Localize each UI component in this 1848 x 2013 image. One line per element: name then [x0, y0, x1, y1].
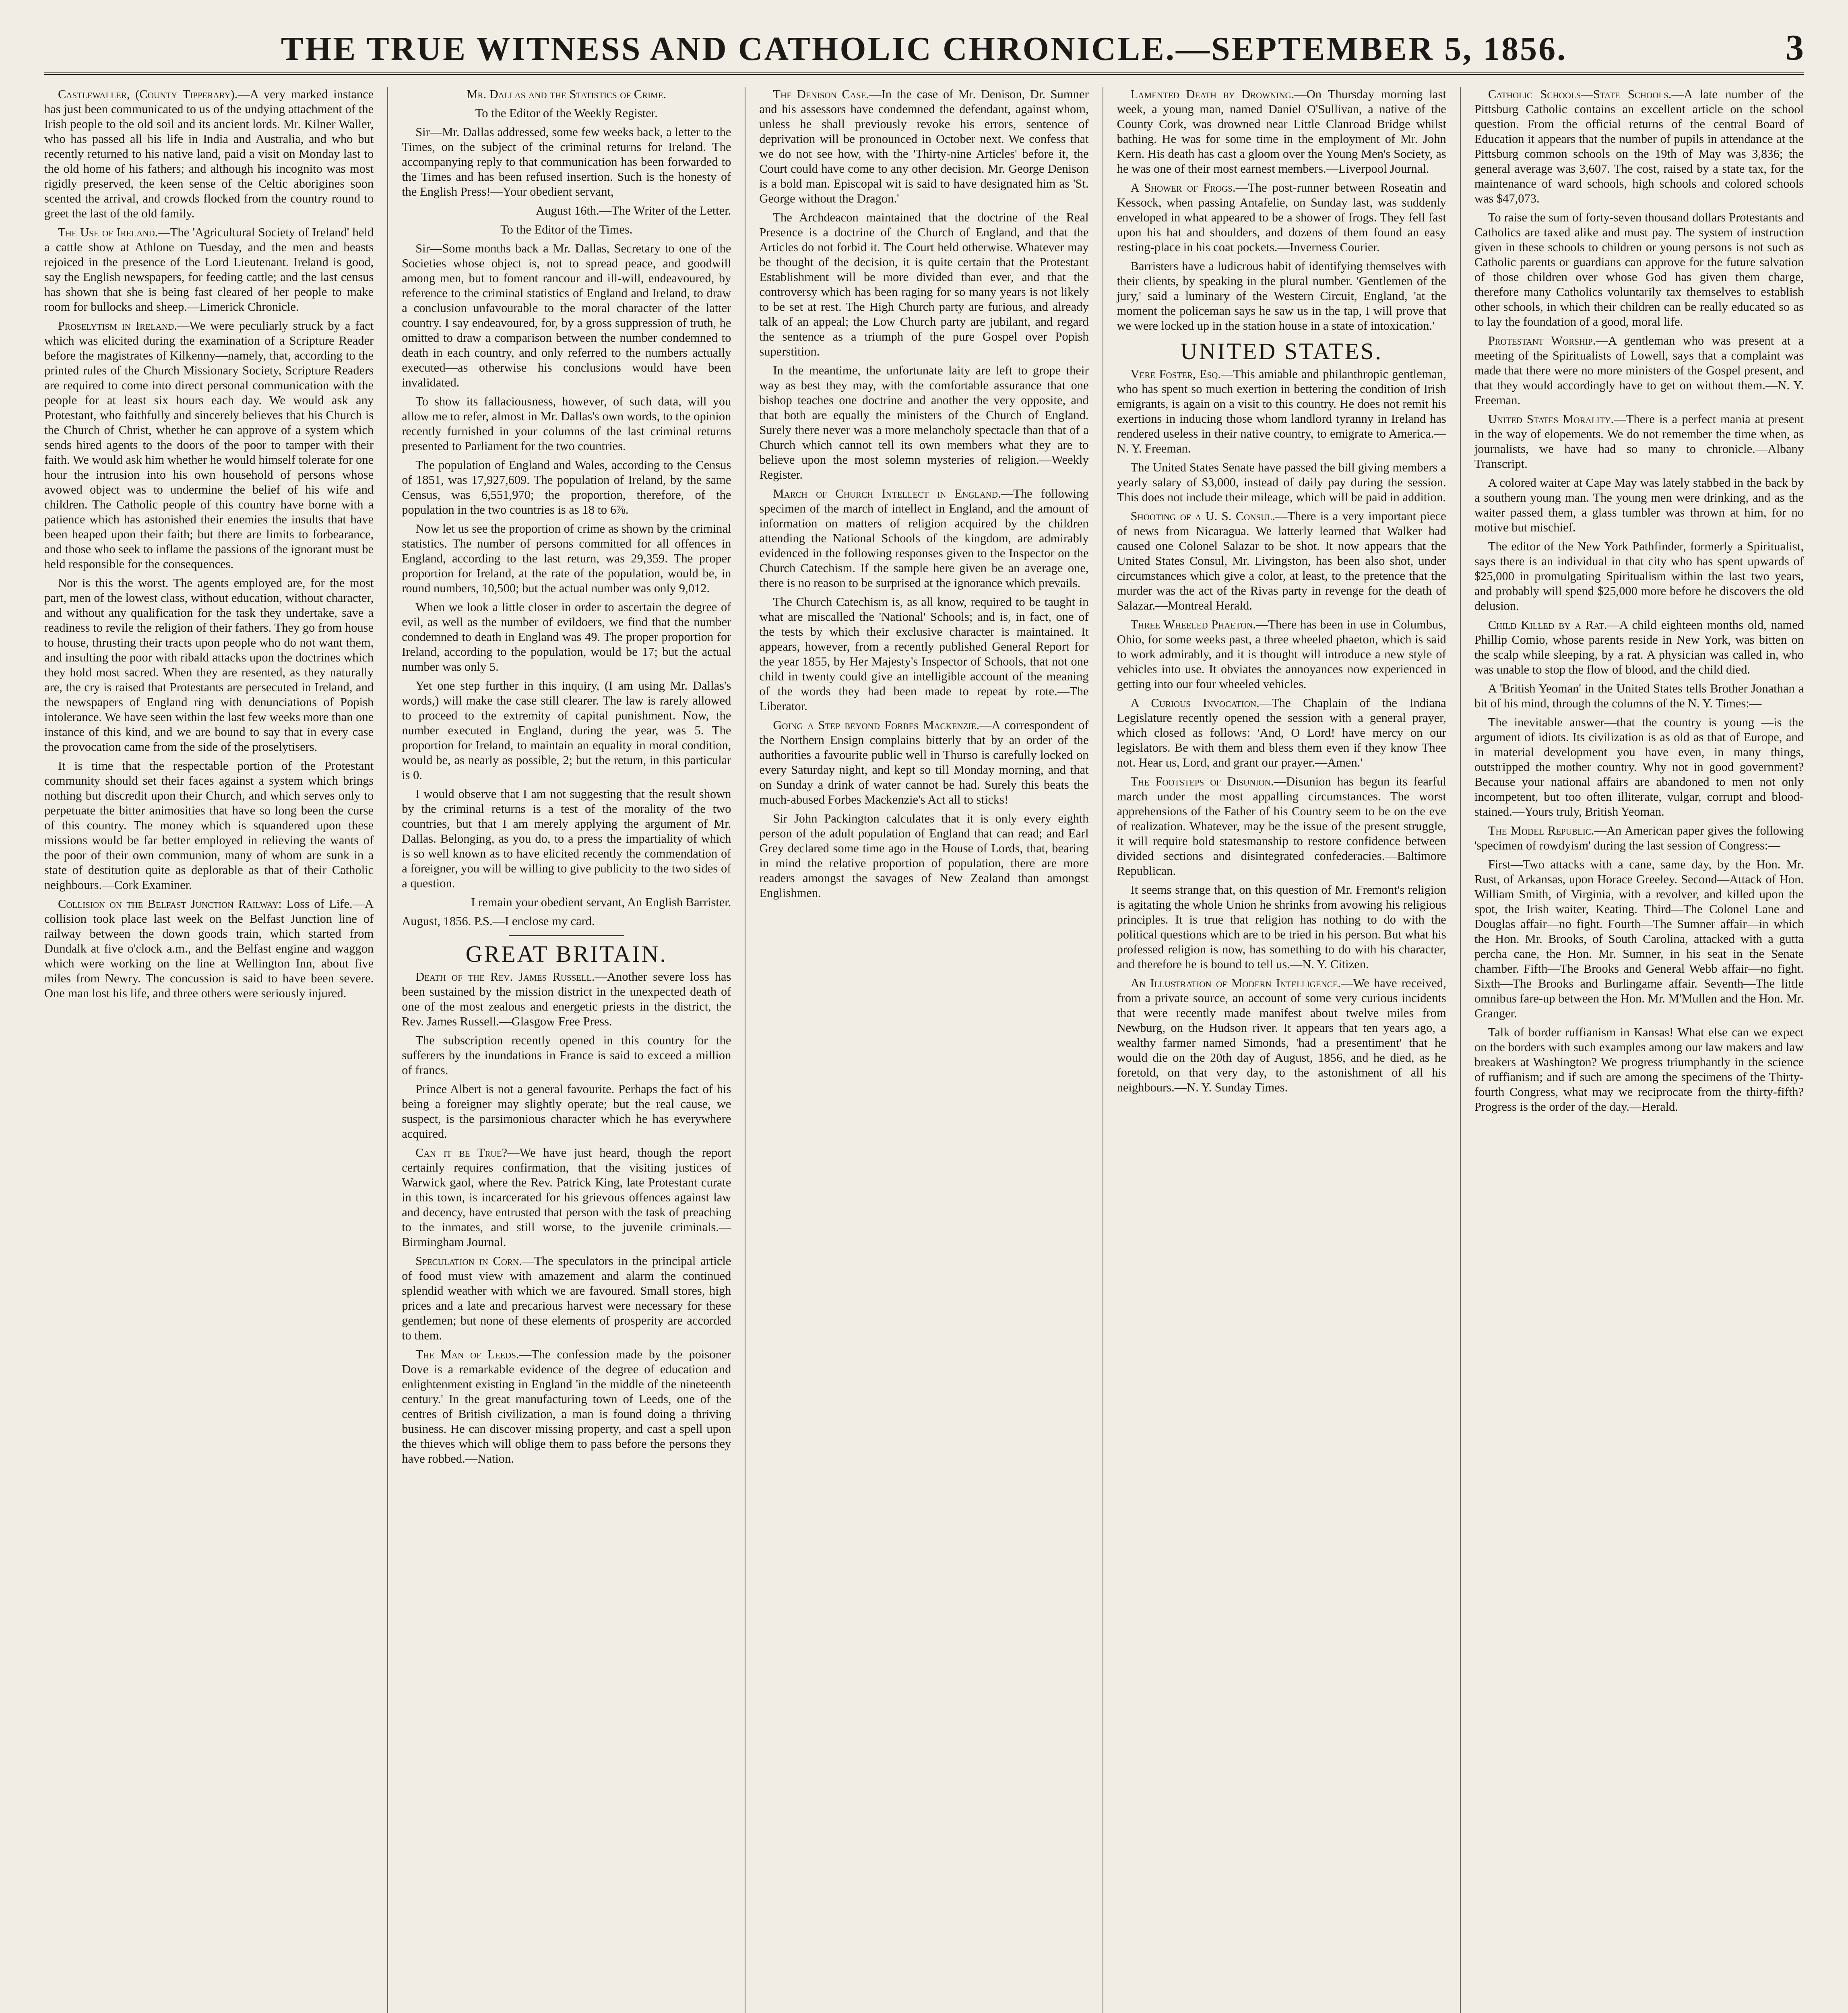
- article-body: The Church Catechism is, as all know, required to be taught in what are miscalled the 'National' Schools; and is, in fact, one of the tests by which their exclusive character is maintained. It appears, however, from a recently published General Report for the year 1855, by Her Majesty's Inspector of Schools, that not one child in twenty could give an intelligible account of the meaning of the words they had been made to repeat by rote.—The Liberator.: [759, 595, 1089, 713]
- article-paragraph: [1474, 618, 1804, 677]
- article-body: August, 1856. P.S.—I enclose my card.: [402, 914, 595, 928]
- article-body: The subscription recently opened in this country for the sufferers by the inundations in France is said to exceed a million of francs.: [402, 1033, 731, 1077]
- article-headline: A Shower of Frogs.: [1130, 181, 1236, 194]
- article-headline: Can it be True?: [415, 1146, 508, 1159]
- article-body: —A child eighteen months old, named Phillip Comio, whose parents reside in New York, was bitten on the scalp while sleeping, by a rat. A physician was called in, who was unable to stop the flow of blood, and the child died.: [1474, 618, 1804, 676]
- article-paragraph: [759, 595, 1088, 714]
- article-paragraph: [402, 521, 731, 596]
- article-body: The editor of the New York Pathfinder, formerly a Spiritualist, says there is an individual in that city who has spent upwards of $25,000 in promulgating Spiritualism within the last two years, and probably will spend $25,000 more before he discovers the old delusion.: [1474, 539, 1804, 613]
- article-paragraph: [402, 1347, 731, 1466]
- article-headline: The Footsteps of Disunion.: [1130, 775, 1274, 788]
- column-3: [745, 87, 1103, 2013]
- section-heading: UNITED STATES.: [1180, 338, 1383, 364]
- article-headline: Castlewaller, (County Tipperary).: [58, 87, 238, 101]
- article-body: —The post-runner between Roseatin and Kessock, when passing Antafelie, on Sunday last, was suddenly enveloped in what appeared to be a shower of frogs. They fell fast upon his hat and shoulders, and dozens of them found an easy resting-place in his coat pockets.—Inverness Courier.: [1117, 181, 1446, 254]
- article-headline: Death of the Rev. James Russell.: [415, 970, 595, 984]
- article-body: Sir—Mr. Dallas addressed, some few weeks back, a letter to the Times, on the subject of the criminal returns for Ireland. The accompanying reply to that communication has been forwarded to the Times and has been refused insertion. Such is the honesty of the English Press!—Your obedient servant,: [402, 125, 731, 198]
- article-paragraph: [1117, 696, 1446, 770]
- article-body: Sir—Some months back a Mr. Dallas, Secretary to one of the Societies whose object is, not to spread peace, and goodwill among men, but to foment rancour and ill-will, endeavoured, by reference to the criminal statistics of England and Ireland, to draw a conclusion unfavourable to the moral character of the latter country. I say endeavoured, for, by a gross suppression of truth, he omitted to draw a comparison between the number condemned to death in each country, and only referred to the numbers actually executed—as otherwise his conclusions would have been invalidated.: [402, 242, 731, 389]
- article-paragraph: [1117, 460, 1446, 505]
- article-headline: An Illustration of Modern Intelligence.: [1130, 976, 1341, 990]
- article-body: —We have received, from a private source, an account of some very curious incidents that were recently made manifest about twelve miles from Newburg, on the Hudson river. It appears that ten years ago, a wealthy farmer named Simonds, 'had a presentiment' that he would die on the 20th day of August, 1856, and he died, as he foretold, on that very day, to the astonishment of all his neighbours.—N. Y. Sunday Times.: [1117, 976, 1446, 1094]
- article-paragraph: [402, 203, 731, 218]
- article-body: Yet one step further in this inquiry, (I am using Mr. Dallas's words,) will make the case still clearer. The law is rarely allowed to proceed to the extremity of capital punishment. Now, the number executed in England, during the year, was 5. The proportion for Ireland, to maintain an equality in moral condition, would be, as nearly as possible, 2; but the return, in this particular is 0.: [402, 679, 731, 782]
- article-headline: Collision on the Belfast Junction Railway:: [58, 897, 282, 911]
- article-paragraph: [1117, 87, 1446, 176]
- article-paragraph: [402, 787, 731, 891]
- article-paragraph: [44, 897, 374, 1001]
- article-body: Talk of border ruffianism in Kansas! What else can we expect on the borders with such examples among our law makers and law breakers at Washington? We progress triumphantly in the science of ruffianism; and if such are among the specimens of the Thirty-fourth Congress, what may we reciprocate from the thirty-fifth? Progress is the order of the day.—Herald.: [1474, 1025, 1804, 1114]
- article-paragraph: [1474, 857, 1804, 1021]
- article-headline: The Denison Case.: [773, 87, 869, 101]
- article-paragraph: [1117, 774, 1446, 878]
- article-paragraph: [759, 811, 1088, 901]
- article-headline: The Model Republic.: [1488, 824, 1594, 837]
- article-headline: Speculation in Corn.: [415, 1254, 522, 1268]
- column-2: [388, 87, 745, 2013]
- article-headline: Protestant Worship.: [1488, 334, 1596, 347]
- article-paragraph: [1117, 259, 1446, 333]
- article-paragraph: [1117, 976, 1446, 1095]
- column-1: [44, 87, 388, 2013]
- article-body: August 16th.—The Writer of the Letter.: [536, 204, 731, 217]
- article-paragraph: [1474, 715, 1804, 819]
- newspaper-title: THE TRUE WITNESS AND CATHOLIC CHRONICLE.—SEPTEMBER 5, 1856.: [281, 30, 1567, 68]
- article-body: Now let us see the proportion of crime as shown by the criminal statistics. The number of persons committed for all offences in England, according to the last return, was 29,359. The proper proportion for Ireland, at the rate of the population, would be, in round numbers, 10,500; but the actual number was only 9,012.: [402, 522, 731, 595]
- article-body: —Another severe loss has been sustained by the mission district in the unexpected death of one of the most zealous and energetic priests in the district, the Rev. James Russell.—Glasgow Free Press.: [402, 970, 731, 1028]
- article-paragraph: [402, 106, 731, 121]
- article-headline: The Man of Leeds.: [415, 1348, 519, 1361]
- article-body: Sir John Packington calculates that it is only every eighth person of the adult population of England that can read; and Earl Grey declared some time ago in the House of Lords, that, bearing in mind the relative proportion of population, there are more readers amongst the savages of New Zealand than amongst Englishmen.: [759, 812, 1089, 900]
- article-body: I remain your obedient servant, An English Barrister.: [471, 895, 731, 909]
- article-body: —There is a perfect mania at present in the way of elopements. We do not remember the time when, as journalists, we have had so many to chronicle.—Albany Transcript.: [1474, 412, 1804, 471]
- article-body: Loss of Life.—A collision took place last week on the Belfast Junction line of railway between the down goods train, which started from Dundalk at five o'clock a.m., and the Belfast engine and waggon which were working on the line at Wellington Inn, about five miles from Newry. The concussion is said to have been severe. One man lost his life, and three others were seriously injured.: [44, 897, 374, 1000]
- article-body: —In the case of Mr. Denison, Dr. Sumner and his assessors have condemned the defendant, against whom, unless he shall previously revoke his errors, sentence of deprivation will be pronounced in October next. We confess that we do not see how, with the 'Thirty-nine Articles' before it, the Court could have come to any other decision. Mr. George Denison is a bold man. Episcopal wit is said to have designated him as 'St. George without the Dragon.': [759, 87, 1089, 205]
- article-body: —The 'Agricultural Society of Ireland' held a cattle show at Athlone on Tuesday, and the men and beasts rejoiced in the presence of the Lord Lieutenant. Ireland is good, say the English newspapers, for feeding cattle; and the last census has shown that she is being fast cleared of her people to make room for bullocks and sheep.—Limerick Chronicle.: [44, 225, 374, 314]
- article-paragraph: [1474, 412, 1804, 471]
- article-paragraph: [44, 225, 374, 314]
- article-body: In the meantime, the unfortunate laity are left to grope their way as best they may, with the comfortable assurance that one bishop teaches one doctrine and another the very opposite, and that both are equally the ministers of the Church of England. Surely there never was a more melancholy spectacle than that of a Church which cannot tell its own members what they are to believe upon the most solemn mysteries of religion.—Weekly Register.: [759, 364, 1089, 482]
- article-body: —Disunion has begun its fearful march under the most appalling circumstances. The worst apprehensions of the Father of his Country seem to be on the eve of realization. Whatever, may be the issue of the present struggle, it will require bold statesmanship to restore confidence between divided sections and disintegrated confederacies.—Baltimore Republican.: [1117, 775, 1446, 878]
- section-heading: GREAT BRITAIN.: [465, 941, 667, 967]
- article-body: To show its fallaciousness, however, of such data, will you allow me to refer, almost in Mr. Dallas's own words, to the opinion recently furnished in your columns of the last criminal returns presented to Parliament for the two countries.: [402, 395, 731, 453]
- article-headline: A Curious Invocation.: [1130, 696, 1260, 710]
- article-paragraph: [1474, 539, 1804, 614]
- article-paragraph: [402, 1254, 731, 1343]
- article-headline: Child Killed by a Rat.: [1488, 618, 1607, 632]
- article-body: —We have just heard, though the report certainly requires confirmation, that the visiting justices of Warwick gaol, where the Rev. Patrick King, late Protestant curate in this town, is incarcerated for his grievous offences against law and decency, have entrusted that person with the task of preaching to the inmates, and still worse, to the juvenile criminals.—Birmingham Journal.: [402, 1146, 731, 1249]
- article-body: First—Two attacks with a cane, same day, by the Hon. Mr. Rust, of Arkansas, upon Horace Greeley. Second—Attack of Hon. William Smith, of Virginia, with a revolver, and killed upon the spot, the Irish waiter, Keating. Third—The Colonel Lane and Douglas affair—no fight. Fourth—The Sumner affair—in which the Hon. Mr. Brooks, of South Carolina, attacked with a gutta percha cane, the Hon. Mr. Sumner, in his seat in the Senate chamber. Fifth—The Brooks and General Webb affair—no fight. Sixth—The Brooks and Burlingame affair. Seventh—The little omnibus fare-up between the Hon. Mr. M'Mullen and the Hon. Mr. Granger.: [1474, 858, 1804, 1020]
- article-body: When we look a little closer in order to ascertain the degree of evil, as well as the number of evildoers, we find that the number condemned to death in England was 49. The proper proportion for Ireland, according to the population, would be 17; but the actual number was only 5.: [402, 600, 731, 674]
- article-headline: Lamented Death by Drowning.: [1130, 87, 1295, 101]
- article-headline: Catholic Schools—State Schools.: [1488, 87, 1672, 101]
- article-paragraph: [1474, 333, 1804, 408]
- section-divider: [509, 935, 624, 936]
- article-body: —This amiable and philanthropic gentleman, who has spent so much exertion in bettering the condition of Irish emigrants, is again on a visit to this country. He does not remit his exertions in inducing those whom landlord tyranny in Ireland has rendered useless in their native country, to emigrate to America.—N. Y. Freeman.: [1117, 367, 1446, 455]
- article-body: Barristers have a ludicrous habit of identifying themselves with their clients, by speaking in the plural number. 'Gentlemen of the jury,' said a luminary of the Western Circuit, England, 'at the moment the policeman says he saw us in the tap, I will prove that we were locked up in the station house in a state of intoxication.': [1117, 259, 1446, 333]
- article-headline: Proselytism in Ireland.: [58, 319, 177, 333]
- article-paragraph: [402, 600, 731, 674]
- article-headline: Vere Foster, Esq.: [1130, 367, 1221, 381]
- article-paragraph: [1117, 180, 1446, 255]
- article-body: —We were peculiarly struck by a fact which was elicited during the examination of a Scripture Reader before the magistrates of Kilkenny—namely, that, according to the printed rules of the Church Missionary Society, Scripture Readers are required to come into direct personal communication with the people for at least six hours each day. We would ask any Protestant, who faithfully and sincerely believes that his Church is the Church of Christ, whether he can approve of a system which sends hired agents to the doors of the poor to tamper with their faith. We would ask him whether he would himself tolerate for one hour the intrusion into his own household of persons whose avowed object was to undermine the belief of his wife and children. The Catholic people of this country have borne with a patience which has astonished their enemies the insults that have been heaped upon their faith; but there are limits to forbearance, and those who seek to inflame the passions of the ignorant must be held responsible for the consequences.: [44, 319, 374, 571]
- article-paragraph: [402, 241, 731, 390]
- article-paragraph: [402, 914, 731, 929]
- column-4: [1103, 87, 1461, 2013]
- article-body: The inevitable answer—that the country is young —is the argument of idiots. Its civilization is as old as that of Europe, and in material development you have even, in many things, outstripped the mother country. Why not in good government? Because your national affairs are abandoned to men not only incompetent, but too often illiterate, vulgar, corrupt and blood-stained.—Yours truly, British Yeoman.: [1474, 715, 1804, 818]
- article-body: —A gentleman who was present at a meeting of the Spiritualists of Lowell, says that a complaint was made that there were no more ministers of the Gospel present, and that they would accordingly have to get on without them.—N. Y. Freeman.: [1474, 334, 1804, 407]
- page-number: 3: [1786, 28, 1804, 68]
- article-headline: March of Church Intellect in England.: [773, 487, 1001, 500]
- article-paragraph: [759, 718, 1088, 807]
- article-paragraph: [1117, 617, 1446, 692]
- article-paragraph: [44, 758, 374, 893]
- article-paragraph: [402, 678, 731, 783]
- article-headline: Going a Step beyond Forbes Mackenzie.: [773, 718, 979, 732]
- article-paragraph: [402, 458, 731, 517]
- article-paragraph: [402, 394, 731, 454]
- article-paragraph: [1474, 1025, 1804, 1114]
- article-paragraph: [402, 1082, 731, 1141]
- article-body: The Archdeacon maintained that the doctrine of the Real Presence is a doctrine of the Church of England, and that the Articles do not forbid it. The Court held otherwise. Whatever may be thought of the decision, it is quite certain that the Protestant Establishment will be more divided than ever, and that the controversy which has been raging for so many years is not likely to be set at rest. The High Church party are furious, and already talk of an appeal; the Low Church party are jubilant, and regard the sentence as a triumph of the pure Gospel over Popish superstition.: [759, 211, 1089, 358]
- article-body: Prince Albert is not a general favourite. Perhaps the fact of his being a foreigner may slightly operate; but the real cause, we suspect, is the parsimonious character which he has everywhere acquired.: [402, 1082, 731, 1141]
- article-paragraph: [1474, 87, 1804, 206]
- article-body: The United States Senate have passed the bill giving members a yearly salary of $3,000, instead of daily pay during the session. This does not include their mileage, which will be paid in addition.: [1117, 461, 1446, 504]
- article-body: It is time that the respectable portion of the Protestant community should set their faces against a system which brings nothing but discredit upon their Church, and which serves only to perpetuate the bitter animosities that have so long been the curse of this country. The money which is squandered upon these missions would be far better employed in relieving the wants of the poor of their own communion, many of whom are sunk in a state of destitution quite as deplorable as that of their Catholic neighbours.—Cork Examiner.: [44, 759, 374, 892]
- article-paragraph: [44, 576, 374, 754]
- columns-container: [44, 87, 1804, 2013]
- article-body: —A correspondent of the Northern Ensign complains bitterly that by an order of the authorities a favourite public well in Thurso is carefully locked on every Saturday night, and kept so till Monday morning, and that on Sunday a drink of water cannot be had. Surely this beats the much-abused Forbes Mackenzie's Act all to sticks!: [759, 718, 1089, 806]
- article-body: —The following specimen of the march of intellect in England, and the amount of information on matters of religion acquired by the children attending the National Schools of the kingdom, are admirably evidenced in the following responses given to the Inspector on the Church Catechism. If the sample here given be an average one, there is no reason to be surprised at the ignorance which prevails.: [759, 487, 1089, 590]
- article-headline: Shooting of a U. S. Consul.: [1130, 509, 1275, 523]
- article-body: Nor is this the worst. The agents employed are, for the most part, men of the lowest class, without education, without character, and without any qualification for the task they undertake, save a readiness to revile the religion of their fathers. They go from house to house, thrusting their tracts upon people who do not want them, and insulting the poor with ribald attacks upon the doctrines which they hold most sacred. When they are resented, as they naturally are, the cry is raised that Protestants are persecuted in Ireland, and the newspapers of England ring with denunciations of Popish intolerance. We have seen within the last few weeks more than one instance of this kind, and we are bound to say that in every case the provocation came from the side of the proselytisers.: [44, 576, 374, 754]
- article-paragraph: [402, 87, 731, 102]
- article-paragraph: [1117, 367, 1446, 456]
- article-paragraph: [1474, 823, 1804, 853]
- article-paragraph: [402, 222, 731, 237]
- article-paragraph: [1474, 475, 1804, 535]
- article-headline: The Use of Ireland.: [58, 225, 158, 239]
- article-body: To the Editor of the Weekly Register.: [475, 106, 658, 120]
- article-body: —There has been in use in Columbus, Ohio, for some weeks past, a three wheeled phaeton, which is said to work admirably, and it is thought will introduce a new style of vehicles into use. It obviates the annoyances now experienced in getting into our four wheeled vehicles.: [1117, 618, 1446, 691]
- article-paragraph: [44, 87, 374, 221]
- article-paragraph: [402, 895, 731, 910]
- article-paragraph: [759, 486, 1088, 591]
- article-paragraph: [402, 125, 731, 199]
- article-body: —The Chaplain of the Indiana Legislature recently opened the session with a general prayer, which closed as follows: 'And, O Lord! have mercy on our legislators. Be with them and bless them even if they know Thee not. Hear us, Lord, and grant our prayer.—Amen.': [1117, 696, 1446, 769]
- article-body: —A very marked instance has just been communicated to us of the undying attachment of the Irish people to the old soil and its ancient lords. Mr. Kilner Waller, who has passed all his life in India and Australia, and who but recently returned to his native land, paid a visit on Monday last to the old home of his fathers; and although his incognito was most rigidly preserved, the keen sense of the Celtic aborigines soon scented the arrival, and crowds flocked from the country round to greet the last of the old family.: [44, 87, 374, 220]
- article-body: —On Thursday morning last week, a young man, named Daniel O'Sullivan, a native of the County Cork, was drowned near Little Clanroad Bridge whilst bathing. He was for some time in the employment of Mr. John Kern. His death has cast a gloom over the Young Men's Society, as he was one of their most earnest members.—Liverpool Journal.: [1117, 87, 1446, 176]
- article-paragraph: [402, 1033, 731, 1078]
- article-paragraph: [1474, 210, 1804, 329]
- article-body: —There is a very important piece of news from Nicaragua. We latterly learned that Walker had caused one Colonel Salazar to be shot. It now appears that the United States Consul, Mr. Livingston, has been also shot, under circumstances which give a color, at least, to the pretence that the murder was the act of the Rivas party in revenge for the death of Salazar.—Montreal Herald.: [1117, 509, 1446, 612]
- article-body: —The speculators in the principal article of food must view with amazement and alarm the continued splendid weather with which we are favoured. Small stores, high prices and a late and precarious harvest were necessary for these gentlemen; but none of these elements of prosperity are accorded to them.: [402, 1254, 731, 1342]
- article-body: The population of England and Wales, according to the Census of 1851, was 17,927,609. The population of Ireland, by the same Census, was 6,551,970; the proportion, therefore, of the population in the two countries is as 18 to 6⅞.: [402, 458, 731, 517]
- article-body: —An American paper gives the following 'specimen of rowdyism' during the last session of Congress:—: [1474, 824, 1804, 852]
- article-body: To raise the sum of forty-seven thousand dollars Protestants and Catholics are taxed alike and must pay. The system of instruction given in these schools to children or young persons is not such as Catholic parents or guardians can approve for the future salvation of those children over whose God has given them charge, therefore many Catholics voluntarily tax themselves to establish other schools, in which their children can be really educated so as to lay the foundation of a good, moral life.: [1474, 211, 1804, 329]
- article-paragraph: [759, 363, 1088, 482]
- article-paragraph: [44, 318, 374, 572]
- article-paragraph: [1117, 882, 1446, 972]
- article-paragraph: [759, 210, 1088, 359]
- article-body: A 'British Yeoman' in the United States tells Brother Jonathan a bit of his mind, through the columns of the N. Y. Times:—: [1474, 682, 1804, 710]
- masthead: [44, 16, 1804, 75]
- column-5: [1461, 87, 1804, 2013]
- article-paragraph: [402, 1145, 731, 1250]
- article-body: I would observe that I am not suggesting that the result shown by the criminal returns is a test of the morality of the two countries, but that I am merely applying the argument of Mr. Dallas. Belonging, as you do, to a press the impartiality of which is so well known as to have elicited recently the commendation of a foreigner, you will be willing to give publicity to the two sides of a question.: [402, 787, 731, 890]
- article-body: A colored waiter at Cape May was lately stabbed in the back by a southern young man. The young men were drinking, and as the waiter passed them, a glass tumbler was thrown at him, for no motive but mischief.: [1474, 476, 1804, 534]
- article-body: It seems strange that, on this question of Mr. Fremont's religion is agitating the whole Union he shrinks from avowing his religious principles. It is true that religion has nothing to do with the political questions which are to be tried in his person. But what his professed religion is now, has something to do with his character, and therefore he is bound to tell us.—N. Y. Citizen.: [1117, 883, 1446, 971]
- article-headline: Three Wheeled Phaeton.: [1130, 618, 1256, 631]
- article-paragraph: [402, 969, 731, 1029]
- article-headline: United States Morality.: [1488, 412, 1614, 426]
- article-body: To the Editor of the Times.: [500, 223, 633, 236]
- article-paragraph: [759, 87, 1088, 206]
- article-headline: Mr. Dallas and the Statistics of Crime.: [467, 87, 667, 101]
- article-paragraph: [1117, 509, 1446, 613]
- article-paragraph: [1474, 681, 1804, 711]
- article-body: —A late number of the Pittsburg Catholic contains an excellent article on the school question. From the official returns of the central Board of Education it appears that the number of pupils in attendance at the Pittsburg common schools on the 19th of May was 3,836; the general average was 3,607. The cost, raised by a state tax, for the maintenance of ward schools, high schools and colored schools was $47,073.: [1474, 87, 1804, 205]
- article-body: —The confession made by the poisoner Dove is a remarkable evidence of the degree of education and enlightenment existing in England 'in the middle of the nineteenth century.' In the great manufacturing town of Leeds, one of the centres of British civilization, a man is found doing a thriving business. He can discover missing property, and cast a spell upon the thieves which will oblige them to pass before the persons they have robbed.—Nation.: [402, 1348, 731, 1465]
